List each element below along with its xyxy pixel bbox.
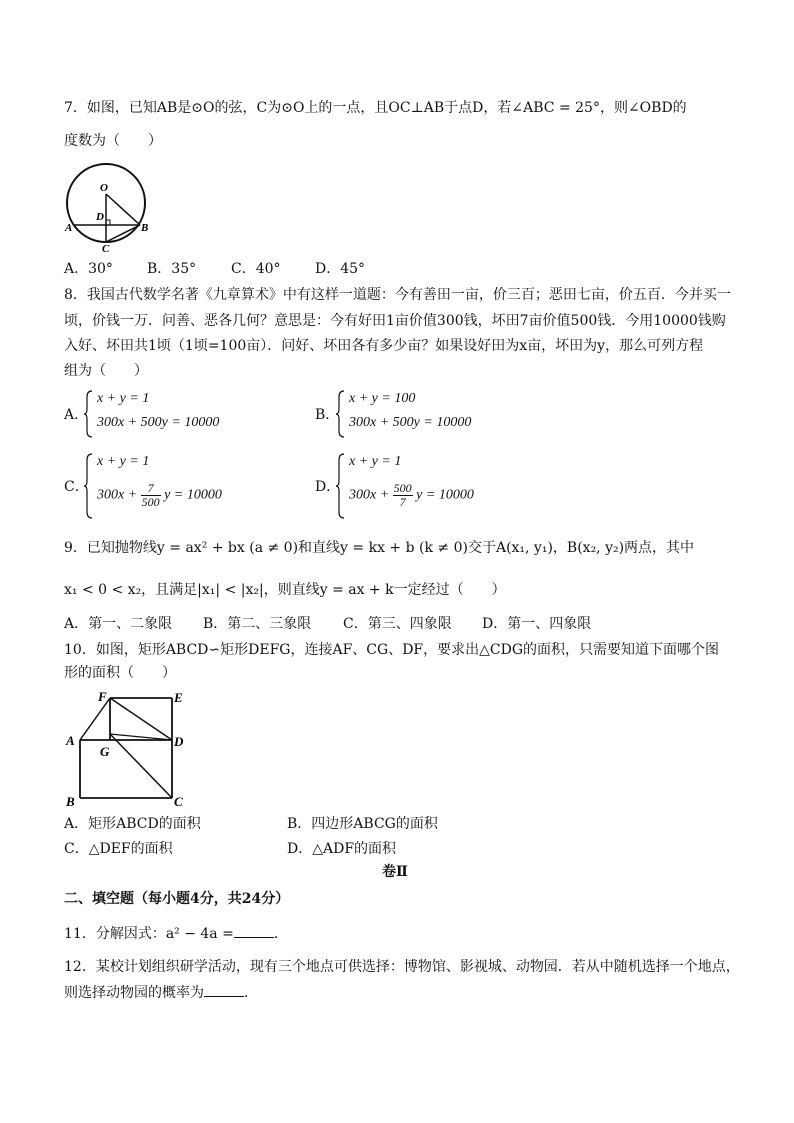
q12-line2 (64, 982, 258, 1003)
q8-option-c-system[interactable] (84, 452, 284, 520)
q12-answer-blank[interactable] (204, 982, 244, 997)
q10-option-d[interactable]: D．△ADF的面积 (287, 841, 397, 857)
q12-text: 则选择动物园的概率为 (64, 985, 204, 1001)
q7-option-a[interactable]: A．30° (64, 261, 113, 277)
q8-line3: 入好、坏田共1顷（1顷=100亩）．问好、坏田各有多少亩？如果设好田为x亩，坏田为y，那么可列方程 (64, 338, 704, 354)
q7-label-C: C (102, 243, 110, 254)
q10-line1: 10．如图，矩形ABCD∽矩形DEFG，连接AF、CG、DF，要求出△CDG的面积，只需要知道下面哪个图 (64, 642, 720, 658)
q8-d-denominator: 7 (399, 495, 406, 509)
q8-option-b-label[interactable]: B． (315, 407, 340, 423)
section-two-heading: 二、填空题（每小题4分，共24分） (64, 891, 290, 907)
q8-option-d-system[interactable] (336, 452, 536, 520)
part-two-title: 卷Ⅱ (382, 864, 408, 880)
q8-option-a-system[interactable] (84, 389, 284, 439)
q8-c-denominator: 500 (141, 495, 160, 509)
q10-label-F: F (98, 689, 107, 704)
q10-label-A: A (66, 733, 75, 748)
brace-icon (84, 452, 94, 520)
q8-b-eq2: 300x + 500y = 10000 (349, 415, 472, 430)
q8-a-eq1: x + y = 1 (97, 391, 150, 406)
q10-label-C: C (174, 794, 183, 809)
q7-label-D: D (96, 211, 104, 223)
q7-option-b[interactable]: B．35° (147, 261, 197, 277)
q8-c-eq2-pre: 300x + (97, 487, 138, 503)
q9-option-a[interactable]: A．第一、二象限 (64, 616, 173, 632)
q9-line1: 9．已知抛物线y = ax² + bx (a ≠ 0)和直线y = kx + b (k ≠ 0)交于A(x₁, y₁)，B(x₂, y₂)两点，其中 (64, 540, 695, 556)
q11-answer-blank[interactable] (234, 923, 274, 938)
q10-label-G: G (100, 744, 110, 759)
q10-line2: 形的面积（ ） (64, 665, 176, 681)
q8-b-eq1: x + y = 100 (349, 391, 416, 406)
q10-rectangle-figure (62, 688, 192, 810)
q9-option-b[interactable]: B．第二、三象限 (203, 616, 312, 632)
q11-text: 11．分解因式：a² − 4a = (64, 926, 234, 942)
q8-c-numerator: 7 (141, 482, 161, 496)
q8-option-a-label[interactable]: A． (64, 407, 89, 423)
q10-label-D: D (174, 734, 184, 749)
brace-icon (336, 389, 346, 439)
q7-line2: 度数为（ ） (64, 133, 162, 149)
q10-label-B: B (66, 794, 75, 809)
q8-option-d-label[interactable]: D． (315, 479, 341, 495)
q8-option-b-system[interactable] (336, 389, 536, 439)
q8-c-eq2-post: y = 10000 (164, 487, 222, 503)
q9-option-d[interactable]: D．第一、四象限 (482, 616, 592, 632)
q7-circle-figure (60, 156, 156, 254)
q8-line2: 顷，价钱一万．问善、恶各几何？意思是：今有好田1亩价值300钱，坏田7亩价值500钱．今用10000钱购 (64, 313, 726, 329)
q7-option-d[interactable]: D．45° (315, 261, 366, 277)
q7-label-A: A (65, 222, 73, 234)
q8-option-c-label[interactable]: C． (64, 479, 89, 495)
q8-d-eq2-post: y = 10000 (416, 487, 474, 503)
q9-line2: x₁ < 0 < x₂，且满足|x₁| < |x₂|，则直线y = ax + k一定经过（ ） (64, 582, 506, 598)
q11 (64, 923, 288, 944)
q8-line4: 组为（ ） (64, 363, 148, 379)
brace-icon (336, 452, 346, 520)
q8-c-eq1: x + y = 1 (97, 454, 150, 469)
q7-option-c[interactable]: C．40° (231, 261, 281, 277)
q11-end: ． (273, 926, 288, 942)
q7-label-O: O (100, 182, 108, 194)
q10-option-b[interactable]: B．四边形ABCG的面积 (287, 816, 438, 832)
q7-label-B: B (141, 222, 149, 234)
q10-option-a[interactable]: A．矩形ABCD的面积 (64, 816, 201, 832)
q10-option-c[interactable]: C．△DEF的面积 (64, 841, 173, 857)
q8-d-fraction (393, 482, 413, 509)
q8-d-eq1: x + y = 1 (349, 454, 402, 469)
q7-line1: 7．如图，已知AB是⊙O的弦，C为⊙O上的一点，且OC⊥AB于点D，若∠ABC = 25°，则∠OBD的 (64, 100, 687, 116)
q8-a-eq2: 300x + 500y = 10000 (97, 415, 220, 430)
brace-icon (84, 389, 94, 439)
q8-d-eq2-pre: 300x + (349, 487, 390, 503)
q8-d-eq2 (349, 482, 474, 509)
q12-line1: 12．某校计划组织研学活动，现有三个地点可供选择：博物馆、影视城、动物园．若从中随机选择一个地点， (64, 959, 740, 975)
q12-end: ． (244, 985, 258, 1001)
q8-c-eq2 (97, 482, 222, 509)
q8-line1: 8．我国古代数学名著《九章算术》中有这样一道题：今有善田一亩，价三百；恶田七亩，价五百．今并买一 (64, 287, 731, 303)
q8-d-numerator: 500 (393, 481, 412, 495)
q10-label-E: E (174, 690, 183, 705)
q9-option-c[interactable]: C．第三、四象限 (343, 616, 452, 632)
q8-c-fraction (141, 482, 161, 509)
